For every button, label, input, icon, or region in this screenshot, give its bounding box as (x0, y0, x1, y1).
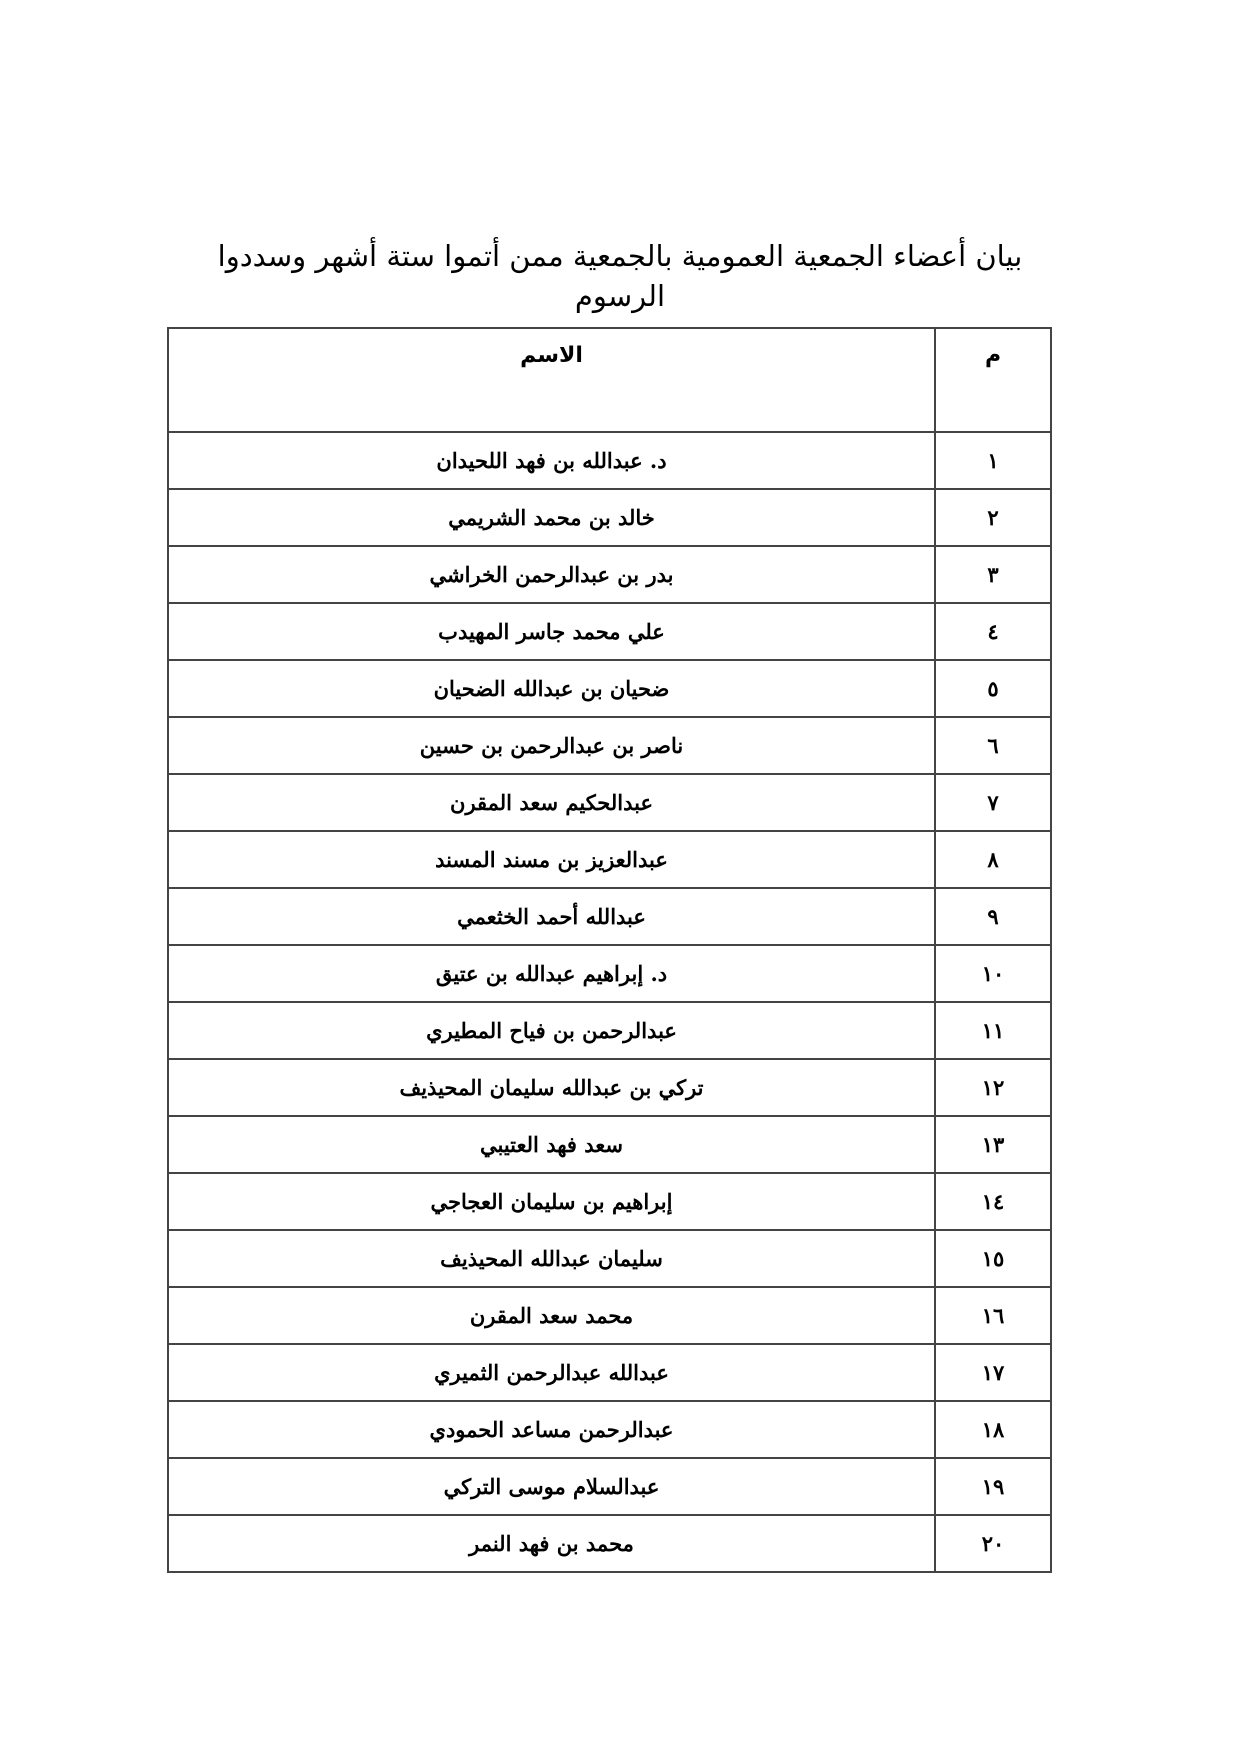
table-row (168, 1230, 1051, 1287)
row-number: ١٧ (935, 1344, 1051, 1401)
table-row (168, 1002, 1051, 1059)
row-number: ١ (935, 432, 1051, 489)
row-number: ٢ (935, 489, 1051, 546)
table-row (168, 1458, 1051, 1515)
member-name: بدر بن عبدالرحمن الخراشي (168, 546, 935, 603)
header-name: الاسم (168, 328, 935, 432)
table-row (168, 603, 1051, 660)
table-row (168, 1344, 1051, 1401)
member-name: عبدالعزيز بن مسند المسند (168, 831, 935, 888)
member-name: تركي بن عبدالله سليمان المحيذيف (168, 1059, 935, 1116)
row-number: ٧ (935, 774, 1051, 831)
member-name: خالد بن محمد الشريمي (168, 489, 935, 546)
member-name: سعد فهد العتيبي (168, 1116, 935, 1173)
table-header-row (168, 328, 1051, 432)
row-number: ٢٠ (935, 1515, 1051, 1572)
row-number: ١٣ (935, 1116, 1051, 1173)
row-number: ١٥ (935, 1230, 1051, 1287)
row-number: ٣ (935, 546, 1051, 603)
row-number: ١١ (935, 1002, 1051, 1059)
table-row (168, 1116, 1051, 1173)
table-body (168, 432, 1051, 1572)
header-number: م (935, 328, 1051, 432)
row-number: ٦ (935, 717, 1051, 774)
table-row (168, 1515, 1051, 1572)
member-name: عبدالسلام موسى التركي (168, 1458, 935, 1515)
row-number: ٥ (935, 660, 1051, 717)
row-number: ١٤ (935, 1173, 1051, 1230)
row-number: ١٩ (935, 1458, 1051, 1515)
member-name: عبدالرحمن مساعد الحمودي (168, 1401, 935, 1458)
member-name: ضحيان بن عبدالله الضحيان (168, 660, 935, 717)
member-name: عبدالله أحمد الخثعمي (168, 888, 935, 945)
row-number: ١٢ (935, 1059, 1051, 1116)
row-number: ٨ (935, 831, 1051, 888)
table-row (168, 660, 1051, 717)
table-row (168, 774, 1051, 831)
member-name: عبدالله عبدالرحمن الثميري (168, 1344, 935, 1401)
table-row (168, 432, 1051, 489)
row-number: ١٠ (935, 945, 1051, 1002)
row-number: ٩ (935, 888, 1051, 945)
table-row (168, 1173, 1051, 1230)
member-name: د. إبراهيم عبدالله بن عتيق (168, 945, 935, 1002)
table-row (168, 1401, 1051, 1458)
member-name: علي محمد جاسر المهيدب (168, 603, 935, 660)
document-title: بيان أعضاء الجمعية العمومية بالجمعية ممن أتموا ستة أشهر وسددوا الرسوم (217, 239, 1023, 313)
member-name: محمد بن فهد النمر (168, 1515, 935, 1572)
table-row (168, 546, 1051, 603)
member-name: عبدالرحمن بن فياح المطيري (168, 1002, 935, 1059)
table-row (168, 888, 1051, 945)
table-row (168, 1287, 1051, 1344)
row-number: ١٨ (935, 1401, 1051, 1458)
table-row (168, 489, 1051, 546)
table-row (168, 717, 1051, 774)
table-row (168, 831, 1051, 888)
row-number: ٤ (935, 603, 1051, 660)
row-number: ١٦ (935, 1287, 1051, 1344)
members-table (167, 327, 1052, 1573)
member-name: عبدالحكيم سعد المقرن (168, 774, 935, 831)
member-name: محمد سعد المقرن (168, 1287, 935, 1344)
member-name: د. عبدالله بن فهد اللحيدان (168, 432, 935, 489)
table-row (168, 1059, 1051, 1116)
member-name: إبراهيم بن سليمان العجاجي (168, 1173, 935, 1230)
member-name: سليمان عبدالله المحيذيف (168, 1230, 935, 1287)
table-row (168, 945, 1051, 1002)
member-name: ناصر بن عبدالرحمن بن حسين (168, 717, 935, 774)
